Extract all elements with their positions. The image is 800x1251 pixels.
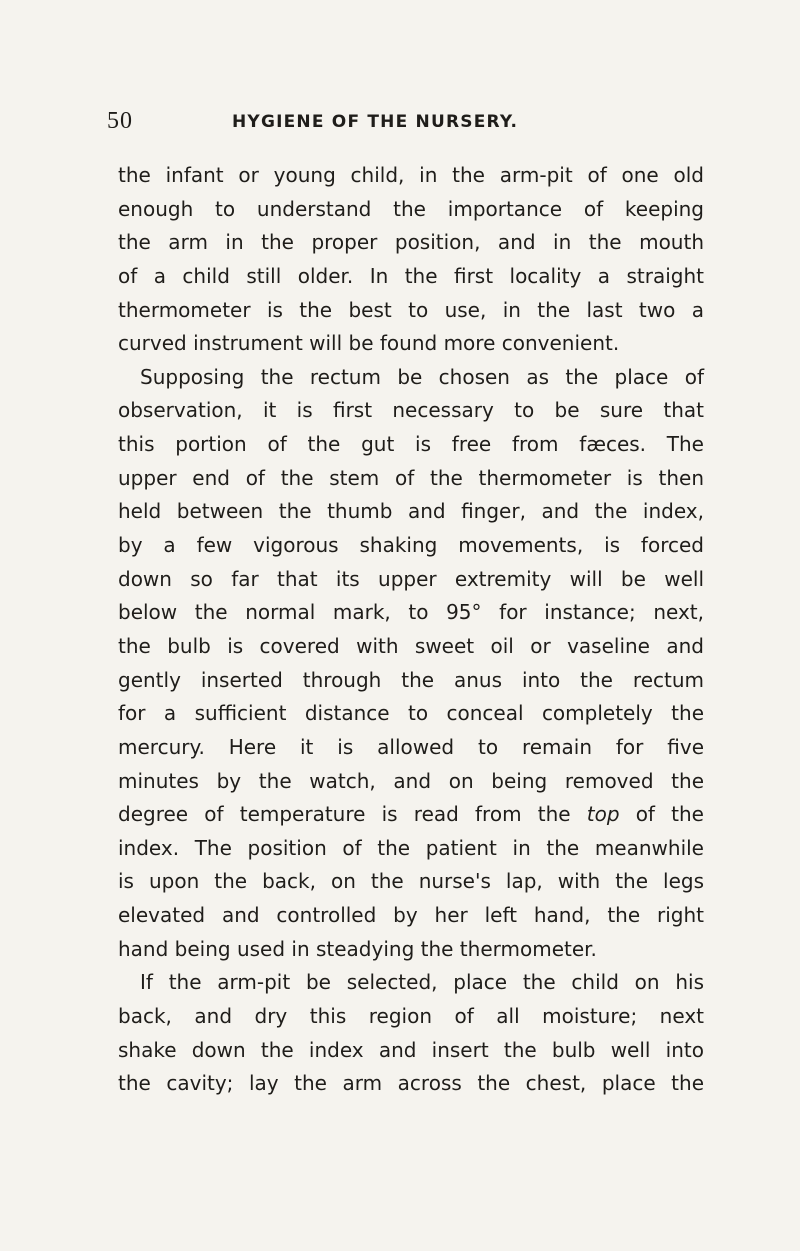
text-line: this portion of the gut is free from fæces. The <box>118 432 704 457</box>
text-line: elevated and controlled by her left hand, the right <box>118 903 704 928</box>
text-line: the cavity; lay the arm across the chest, place the <box>118 1071 704 1096</box>
text-line: index. The position of the patient in the meanwhile <box>118 835 704 860</box>
text-line: If the arm-pit be selected, place the child on his <box>140 970 704 995</box>
text-line: hand being used in steadying the thermometer. <box>118 936 597 961</box>
text-line: is upon the back, on the nurse's lap, with the legs <box>118 869 704 894</box>
body-text <box>118 159 704 1101</box>
text-line: curved instrument will be found more convenient. <box>118 331 620 356</box>
page-header <box>107 108 702 138</box>
text-line: the infant or young child, in the arm-pit of one old <box>118 163 704 187</box>
text-line: thermometer is the best to use, in the last two a <box>118 297 704 322</box>
text-line: the arm in the proper position, and in the mouth <box>118 230 704 255</box>
text-line: by a few vigorous shaking movements, is forced <box>118 533 704 558</box>
text-line: of a child still older. In the first locality a straight <box>118 263 704 288</box>
text-line-with-italic: degree of temperature is read from the top of the <box>118 802 704 827</box>
text-line: back, and dry this region of all moisture; next <box>118 1004 704 1029</box>
text-line: minutes by the watch, and on being removed the <box>118 768 704 793</box>
page-number: 50 <box>107 108 133 134</box>
text-line: observation, it is first necessary to be sure that <box>118 398 704 423</box>
text-line: down so far that its upper extremity will be well <box>118 566 704 591</box>
text-line: held between the thumb and finger, and the index, <box>118 499 704 524</box>
text-line: upper end of the stem of the thermometer is then <box>118 465 704 490</box>
running-title: HYGIENE OF THE NURSERY. <box>232 112 519 132</box>
text-line: the bulb is covered with sweet oil or vaseline and <box>118 633 704 658</box>
italic-emphasis: top <box>586 802 620 827</box>
text-line: below the normal mark, to 95° for instance; next, <box>118 600 704 625</box>
text-line: Supposing the rectum be chosen as the place of <box>140 364 704 389</box>
text-line: for a sufficient distance to conceal completely the <box>118 701 704 726</box>
text-line: shake down the index and insert the bulb well into <box>118 1037 704 1062</box>
text-line: enough to understand the importance of keeping <box>118 196 704 221</box>
text-line: mercury. Here it is allowed to remain for five <box>118 734 704 759</box>
text-line: gently inserted through the anus into the rectum <box>118 667 704 692</box>
